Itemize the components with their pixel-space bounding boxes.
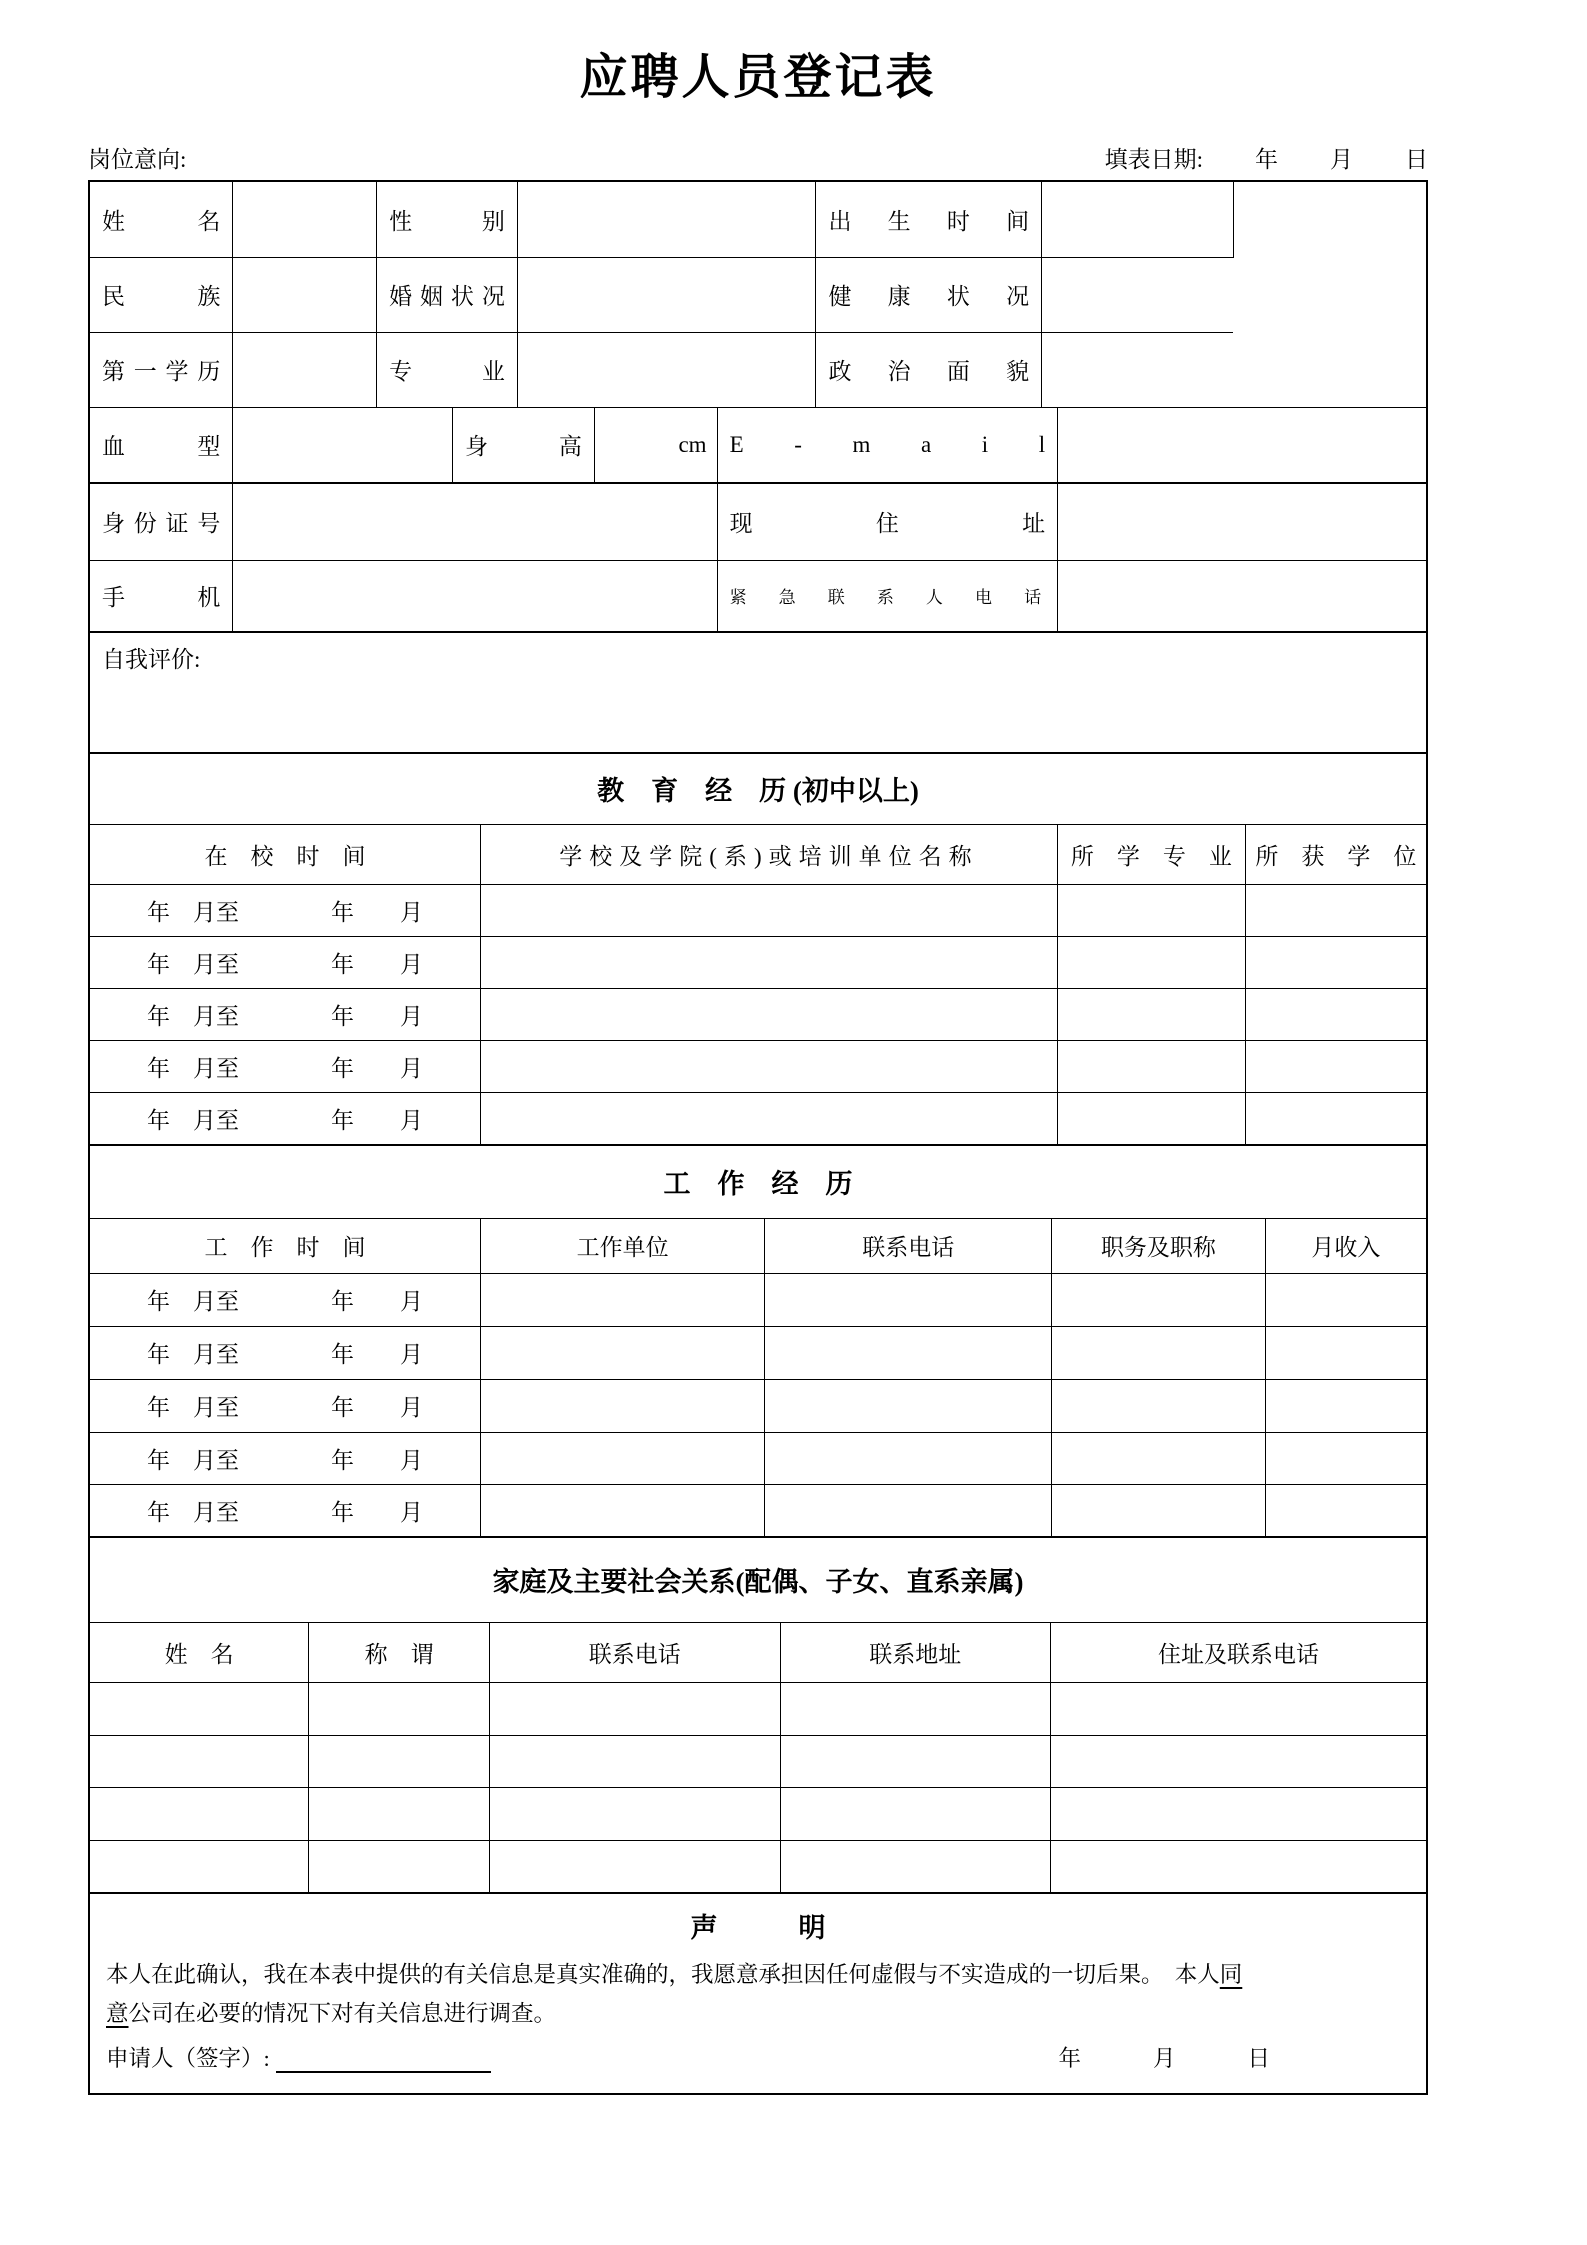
work-phone-cell[interactable] bbox=[765, 1484, 1052, 1536]
fill-date-label: 填表日期: bbox=[1104, 147, 1203, 173]
fill-date-year-label[interactable]: 年 bbox=[1255, 147, 1278, 173]
basic-info-table bbox=[90, 182, 1426, 752]
family-phone-cell[interactable] bbox=[489, 1787, 780, 1840]
family-phone-cell[interactable] bbox=[489, 1682, 780, 1735]
height-label: 身 高 bbox=[452, 407, 594, 483]
fill-date-month-label[interactable]: 月 bbox=[1330, 147, 1353, 173]
birth-input-cell[interactable] bbox=[1042, 182, 1234, 257]
mobile-label: 手 机 bbox=[90, 560, 233, 632]
work-income-cell[interactable] bbox=[1265, 1484, 1426, 1536]
work-company-cell[interactable] bbox=[480, 1432, 765, 1484]
name-label: 姓 名 bbox=[90, 182, 233, 257]
family-address-cell[interactable] bbox=[780, 1787, 1051, 1840]
mobile-input-cell[interactable] bbox=[233, 560, 717, 632]
education-section-title: 教 育 经 历 (初中以上) bbox=[90, 753, 1426, 824]
family-phone-cell[interactable] bbox=[489, 1840, 780, 1892]
declaration-line-1 bbox=[106, 1955, 1410, 1994]
first-degree-input-cell[interactable] bbox=[233, 332, 377, 407]
family-address-cell[interactable] bbox=[780, 1735, 1051, 1787]
declaration-line-2 bbox=[106, 1994, 1410, 2033]
edu-period-cell[interactable]: 年 月至 年 月 bbox=[90, 936, 480, 988]
position-intent-label[interactable]: 岗位意向: bbox=[88, 147, 187, 173]
major-input-cell[interactable] bbox=[517, 332, 816, 407]
signature-row bbox=[106, 2041, 1410, 2073]
edu-major-cell[interactable] bbox=[1058, 884, 1246, 936]
health-label: 健 康 状 况 bbox=[816, 257, 1042, 332]
ethnic-label: 民 族 bbox=[90, 257, 233, 332]
emergency-contact-label: 紧急联系人电话 bbox=[717, 560, 1058, 632]
blood-type-label: 血 型 bbox=[90, 407, 233, 483]
edu-degree-cell[interactable] bbox=[1245, 884, 1426, 936]
height-unit-cell[interactable]: cm bbox=[594, 407, 717, 483]
work-header-period: 工 作 时 间 bbox=[90, 1218, 480, 1273]
fill-date-group bbox=[1105, 141, 1428, 174]
family-name-cell[interactable] bbox=[90, 1787, 309, 1840]
address-label: 现 住 址 bbox=[717, 483, 1058, 560]
work-header-title: 职务及职称 bbox=[1052, 1218, 1266, 1273]
edu-degree-cell[interactable] bbox=[1245, 988, 1426, 1040]
family-relation-cell[interactable] bbox=[309, 1787, 490, 1840]
major-label: 专 业 bbox=[377, 332, 518, 407]
family-relation-cell[interactable] bbox=[309, 1682, 490, 1735]
declaration-underlined-1: 同 bbox=[1219, 1962, 1243, 1988]
edu-period-cell[interactable]: 年 月至 年 月 bbox=[90, 988, 480, 1040]
id-number-label: 身份证号 bbox=[90, 483, 233, 560]
edu-period-cell[interactable]: 年 月至 年 月 bbox=[90, 1092, 480, 1144]
work-period-cell[interactable]: 年 月至 年 月 bbox=[90, 1326, 480, 1379]
family-address-cell[interactable] bbox=[780, 1840, 1051, 1892]
first-degree-label: 第一学历 bbox=[90, 332, 233, 407]
work-company-cell[interactable] bbox=[480, 1484, 765, 1536]
edu-degree-cell[interactable] bbox=[1245, 1092, 1426, 1144]
work-header-phone: 联系电话 bbox=[765, 1218, 1052, 1273]
family-addr-phone-cell[interactable] bbox=[1051, 1840, 1426, 1892]
work-phone-cell[interactable] bbox=[765, 1273, 1052, 1326]
photo-cell[interactable] bbox=[1233, 182, 1426, 407]
declaration-cell bbox=[90, 1893, 1426, 2093]
education-table bbox=[90, 752, 1426, 1144]
work-company-cell[interactable] bbox=[480, 1326, 765, 1379]
registration-form-table bbox=[88, 180, 1428, 2095]
family-relation-cell[interactable] bbox=[309, 1840, 490, 1892]
work-title-cell[interactable] bbox=[1052, 1379, 1266, 1432]
work-table bbox=[90, 1144, 1426, 1536]
info-line bbox=[88, 141, 1428, 174]
declaration-date-group bbox=[1058, 2041, 1270, 2073]
family-name-cell[interactable] bbox=[90, 1840, 309, 1892]
family-header-addr-phone: 住址及联系电话 bbox=[1051, 1622, 1426, 1682]
name-input-cell[interactable] bbox=[233, 182, 377, 257]
family-relation-cell[interactable] bbox=[309, 1735, 490, 1787]
edu-degree-cell[interactable] bbox=[1245, 936, 1426, 988]
declaration-text-2: 公司在必要的情况下对有关信息进行调查。 bbox=[128, 2001, 557, 2027]
work-period-cell[interactable]: 年 月至 年 月 bbox=[90, 1432, 480, 1484]
family-phone-cell[interactable] bbox=[489, 1735, 780, 1787]
blood-type-input-cell[interactable] bbox=[233, 407, 453, 483]
edu-school-cell[interactable] bbox=[480, 936, 1057, 988]
family-header-name: 姓 名 bbox=[90, 1622, 309, 1682]
family-header-relation: 称 谓 bbox=[309, 1622, 490, 1682]
work-phone-cell[interactable] bbox=[765, 1379, 1052, 1432]
edu-school-cell[interactable] bbox=[480, 1040, 1057, 1092]
work-income-cell[interactable] bbox=[1265, 1273, 1426, 1326]
edu-period-cell[interactable]: 年 月至 年 月 bbox=[90, 1040, 480, 1092]
family-header-phone: 联系电话 bbox=[489, 1622, 780, 1682]
work-period-cell[interactable]: 年 月至 年 月 bbox=[90, 1484, 480, 1536]
family-name-cell[interactable] bbox=[90, 1682, 309, 1735]
work-period-cell[interactable]: 年 月至 年 月 bbox=[90, 1273, 480, 1326]
work-period-cell[interactable]: 年 月至 年 月 bbox=[90, 1379, 480, 1432]
work-header-income: 月收入 bbox=[1265, 1218, 1426, 1273]
family-addr-phone-cell[interactable] bbox=[1051, 1682, 1426, 1735]
work-title-cell[interactable] bbox=[1052, 1432, 1266, 1484]
work-header-company: 工作单位 bbox=[480, 1218, 765, 1273]
decl-day-label[interactable]: 日 bbox=[1247, 2046, 1270, 2072]
marital-label: 婚姻状况 bbox=[377, 257, 518, 332]
email-label: E - m a i l bbox=[717, 407, 1058, 483]
marital-input-cell[interactable] bbox=[517, 257, 816, 332]
politics-label: 政 治 面 貌 bbox=[816, 332, 1042, 407]
family-name-cell[interactable] bbox=[90, 1735, 309, 1787]
decl-month-label[interactable]: 月 bbox=[1152, 2046, 1176, 2072]
work-phone-cell[interactable] bbox=[765, 1432, 1052, 1484]
edu-header-school: 学校及学院(系)或培训单位名称 bbox=[480, 824, 1057, 884]
work-title-cell[interactable] bbox=[1052, 1326, 1266, 1379]
work-company-cell[interactable] bbox=[480, 1273, 765, 1326]
ethnic-input-cell[interactable] bbox=[233, 257, 377, 332]
politics-input-cell[interactable] bbox=[1042, 332, 1234, 407]
gender-label: 性 别 bbox=[377, 182, 518, 257]
edu-school-cell[interactable] bbox=[480, 884, 1057, 936]
edu-major-cell[interactable] bbox=[1058, 1092, 1246, 1144]
work-income-cell[interactable] bbox=[1265, 1379, 1426, 1432]
edu-major-cell[interactable] bbox=[1058, 936, 1246, 988]
work-phone-cell[interactable] bbox=[765, 1326, 1052, 1379]
family-section-title: 家庭及主要社会关系(配偶、子女、直系亲属) bbox=[90, 1537, 1426, 1622]
birth-label: 出 生 时 间 bbox=[816, 182, 1042, 257]
work-section-title: 工 作 经 历 bbox=[90, 1145, 1426, 1218]
edu-major-cell[interactable] bbox=[1058, 1040, 1246, 1092]
edu-degree-cell[interactable] bbox=[1245, 1040, 1426, 1092]
health-input-cell[interactable] bbox=[1042, 257, 1234, 332]
declaration-underlined-2: 意 bbox=[106, 2001, 129, 2027]
family-addr-phone-cell[interactable] bbox=[1051, 1787, 1426, 1840]
work-income-cell[interactable] bbox=[1265, 1432, 1426, 1484]
id-number-input-cell[interactable] bbox=[233, 483, 717, 560]
edu-school-cell[interactable] bbox=[480, 1092, 1057, 1144]
signature-line[interactable] bbox=[276, 2045, 491, 2073]
edu-period-cell[interactable]: 年 月至 年 月 bbox=[90, 884, 480, 936]
family-addr-phone-cell[interactable] bbox=[1051, 1735, 1426, 1787]
edu-header-degree: 所 获 学 位 bbox=[1245, 824, 1426, 884]
edu-header-major: 所 学 专 业 bbox=[1058, 824, 1246, 884]
edu-header-period: 在 校 时 间 bbox=[90, 824, 480, 884]
self-evaluation-cell[interactable]: 自我评价: bbox=[102, 647, 201, 673]
email-input-cell[interactable] bbox=[1058, 407, 1426, 483]
work-title-cell[interactable] bbox=[1052, 1484, 1266, 1536]
work-income-cell[interactable] bbox=[1265, 1326, 1426, 1379]
address-input-cell[interactable] bbox=[1058, 483, 1426, 560]
decl-year-label[interactable]: 年 bbox=[1058, 2046, 1081, 2072]
declaration-text-1: 本人在此确认，我在本表中提供的有关信息是真实准确的，我愿意承担因任何虚假与不实造成的一切后果。 本人 bbox=[106, 1962, 1220, 1988]
emergency-contact-input-cell[interactable] bbox=[1058, 560, 1426, 632]
fill-date-day-label[interactable]: 日 bbox=[1405, 147, 1428, 173]
family-address-cell[interactable] bbox=[780, 1682, 1051, 1735]
edu-major-cell[interactable] bbox=[1058, 988, 1246, 1040]
form-page bbox=[88, 0, 1428, 2095]
work-company-cell[interactable] bbox=[480, 1379, 765, 1432]
work-title-cell[interactable] bbox=[1052, 1273, 1266, 1326]
applicant-sign-label: 申请人（签字）: bbox=[106, 2046, 270, 2072]
edu-school-cell[interactable] bbox=[480, 988, 1057, 1040]
family-header-address: 联系地址 bbox=[780, 1622, 1051, 1682]
family-table bbox=[90, 1536, 1426, 1892]
page-title: 应聘人员登记表 bbox=[579, 51, 937, 104]
declaration-title: 声 明 bbox=[690, 1913, 826, 1944]
declaration-table bbox=[90, 1892, 1426, 2093]
gender-input-cell[interactable] bbox=[517, 182, 816, 257]
